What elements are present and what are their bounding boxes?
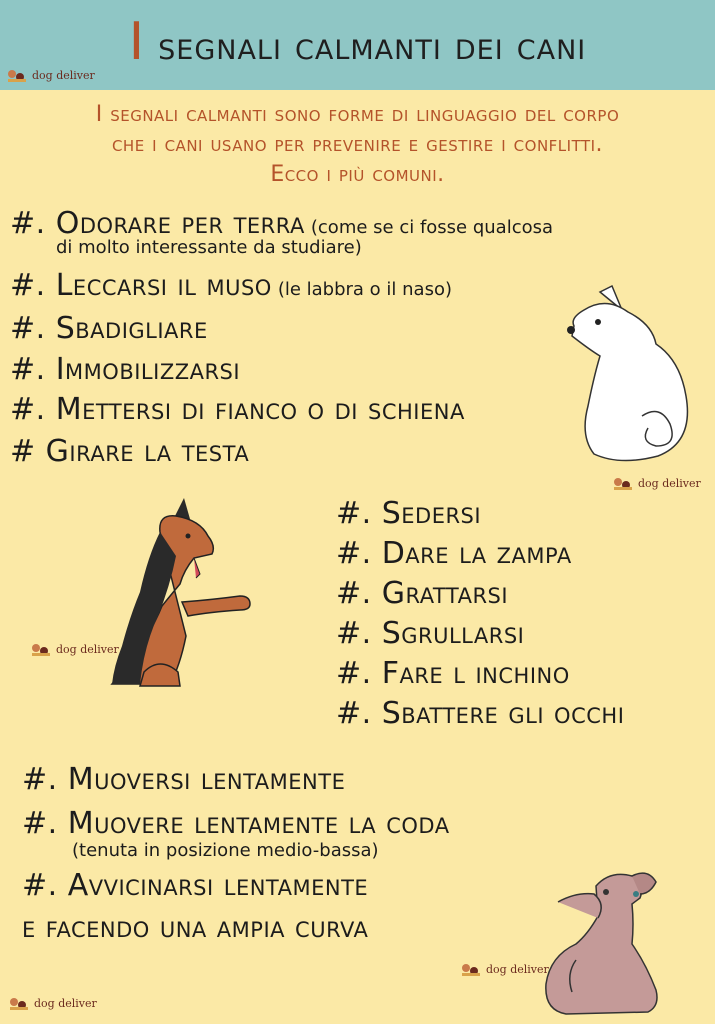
intro-line-3: Ecco i più comuni. [270, 162, 445, 187]
dog-deliver-logo-icon [30, 640, 52, 658]
signal-item: #. Muovere lentamente la coda [22, 806, 450, 841]
signal-item: #. Avvicinarsi lentamente [22, 868, 369, 903]
signal-note-continued: di molto interessante da studiare) [56, 237, 362, 258]
signal-item: e facendo una ampia curva [22, 910, 369, 945]
title-initial: I [128, 12, 146, 72]
brand-logo [30, 640, 119, 658]
signal-item: #. Immobilizzarsi [10, 352, 241, 387]
intro-line-1: I segnali calmanti sono forme di linguaggio del corpo [95, 102, 620, 127]
brand-logo [612, 474, 701, 492]
intro-text [0, 100, 715, 190]
signal-item: #. Dare la zampa [336, 536, 572, 571]
signal-text: #. Leccarsi il muso [10, 268, 272, 303]
scratching-dog-illustration-icon [536, 864, 676, 1020]
signal-item: #. Sbadigliare [10, 311, 208, 346]
signal-text: #. Odorare per terra [10, 206, 305, 241]
signal-note-continued: (tenuta in posizione medio-bassa) [72, 840, 379, 861]
brand-logo [8, 994, 97, 1012]
page-title [0, 12, 715, 72]
dog-deliver-logo-icon [460, 960, 482, 978]
brand-label: dog deliver [32, 68, 95, 82]
signal-item: #. Muoversi lentamente [22, 762, 346, 797]
title-text: segnali calmanti dei cani [145, 24, 587, 68]
signal-item [10, 268, 452, 308]
signal-item: #. Fare l inchino [336, 656, 570, 691]
signal-note: (come se ci fosse qualcosa [310, 217, 554, 238]
brand-label: dog deliver [638, 476, 701, 490]
dog-deliver-logo-icon [8, 994, 30, 1012]
signal-item: #. Sgrullarsi [336, 616, 525, 651]
brand-label: dog deliver [56, 642, 119, 656]
signal-item: # Girare la testa [10, 434, 250, 469]
signal-item: #. Mettersi di fianco o di schiena [10, 392, 465, 427]
brand-label: dog deliver [486, 962, 549, 976]
brand-logo [6, 66, 95, 84]
german-shepherd-illustration-icon [100, 496, 290, 688]
brand-logo [460, 960, 549, 978]
signal-item: #. Grattarsi [336, 576, 509, 611]
header-banner [0, 0, 715, 90]
dog-deliver-logo-icon [6, 66, 28, 84]
signal-item: #. Sedersi [336, 496, 482, 531]
signal-note: (le labbra o il naso) [277, 279, 452, 300]
signal-item: #. Sbattere gli occhi [336, 696, 625, 731]
dog-deliver-logo-icon [612, 474, 634, 492]
white-dog-illustration-icon [560, 276, 700, 470]
intro-line-2: che i cani usano per prevenire e gestire i conflitti. [111, 132, 604, 157]
brand-label: dog deliver [34, 996, 97, 1010]
